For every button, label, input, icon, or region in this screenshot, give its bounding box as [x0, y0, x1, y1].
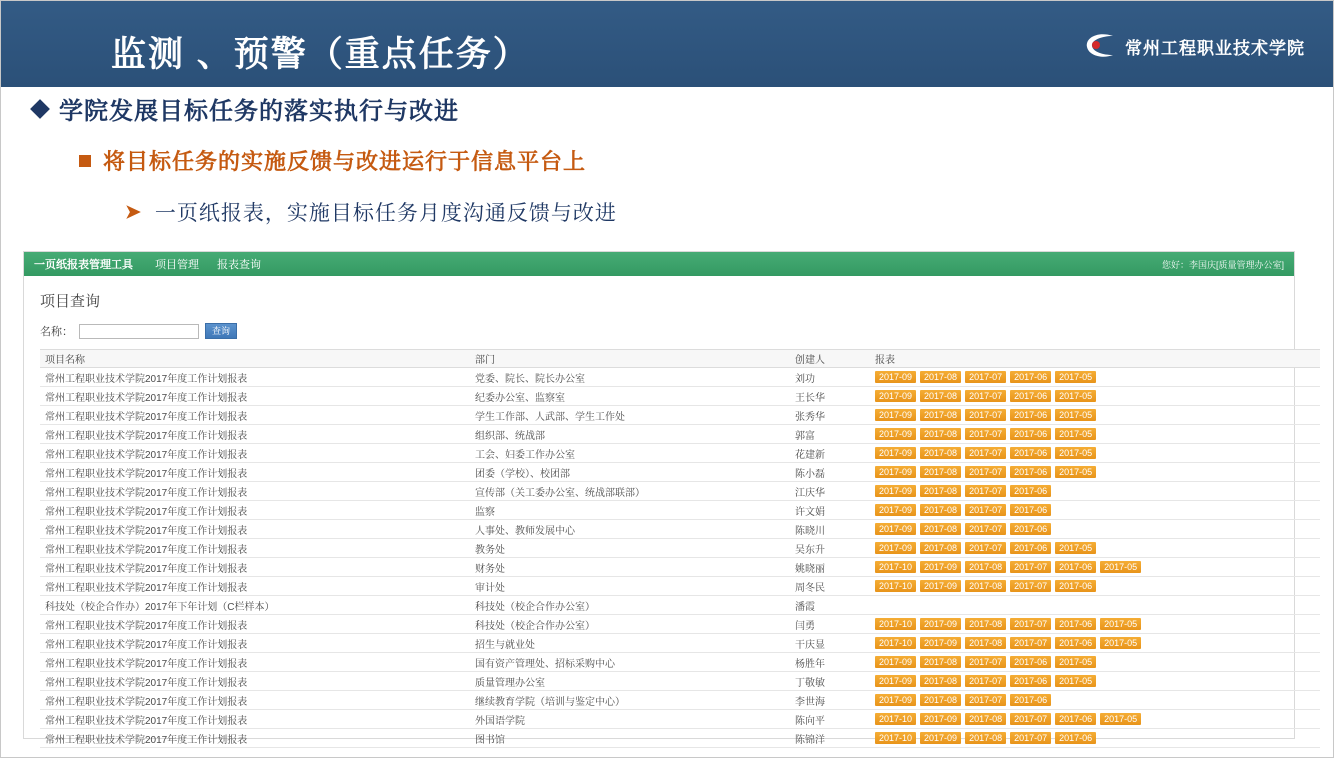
cell-project-name[interactable]: 常州工程职业技术学院2017年度工作计划报表: [40, 691, 470, 710]
report-month-tag[interactable]: 2017-06: [1010, 523, 1051, 535]
table-row[interactable]: [40, 444, 1320, 463]
cell-creator: 陈晓川: [790, 520, 870, 539]
app-body: [24, 276, 1294, 748]
cell-project-name[interactable]: 常州工程职业技术学院2017年度工作计划报表: [40, 539, 470, 558]
report-month-tag[interactable]: 2017-08: [920, 390, 961, 402]
cell-reports: [870, 539, 1320, 558]
column-header-creator: 创建人: [790, 350, 870, 368]
report-month-tag[interactable]: 2017-09: [875, 447, 916, 459]
report-month-tag[interactable]: 2017-07: [965, 504, 1006, 516]
report-month-tag[interactable]: 2017-09: [920, 580, 961, 592]
report-month-tag[interactable]: 2017-05: [1055, 675, 1096, 687]
search-button[interactable]: 查询: [205, 323, 237, 339]
report-month-tag[interactable]: 2017-10: [875, 618, 916, 630]
cell-creator: 郭富: [790, 425, 870, 444]
report-month-tag[interactable]: 2017-05: [1055, 371, 1096, 383]
report-month-tag[interactable]: 2017-07: [1010, 580, 1051, 592]
report-month-tag[interactable]: 2017-06: [1010, 504, 1051, 516]
report-month-tag[interactable]: 2017-07: [965, 428, 1006, 440]
institution-name: 常州工程职业技术学院: [1125, 38, 1305, 58]
cell-department: 图书馆: [470, 729, 790, 748]
report-month-tag[interactable]: 2017-06: [1010, 694, 1051, 706]
report-month-tag[interactable]: 2017-05: [1055, 542, 1096, 554]
column-header-reports: 报表: [870, 350, 1320, 368]
cell-project-name[interactable]: 常州工程职业技术学院2017年度工作计划报表: [40, 577, 470, 596]
report-month-tag[interactable]: 2017-06: [1010, 675, 1051, 687]
cell-project-name[interactable]: 常州工程职业技术学院2017年度工作计划报表: [40, 672, 470, 691]
cell-reports: [870, 710, 1320, 729]
report-month-tag[interactable]: 2017-07: [965, 409, 1006, 421]
report-month-tag[interactable]: 2017-07: [965, 694, 1006, 706]
cell-creator: 闫勇: [790, 615, 870, 634]
cell-reports: [870, 463, 1320, 482]
app-page-title: 项目查询: [40, 293, 101, 310]
report-month-tag[interactable]: 2017-05: [1100, 637, 1141, 649]
cell-reports: [870, 615, 1320, 634]
cell-department: 招生与就业处: [470, 634, 790, 653]
table-row[interactable]: [40, 425, 1320, 444]
cell-department: 教务处: [470, 539, 790, 558]
cell-project-name[interactable]: 常州工程职业技术学院2017年度工作计划报表: [40, 406, 470, 425]
table-row[interactable]: [40, 501, 1320, 520]
table-row[interactable]: [40, 368, 1320, 387]
report-month-tag[interactable]: 2017-09: [875, 466, 916, 478]
cell-reports: [870, 691, 1320, 710]
cell-project-name[interactable]: 常州工程职业技术学院2017年度工作计划报表: [40, 729, 470, 748]
table-row[interactable]: [40, 596, 1320, 615]
cell-reports: [870, 425, 1320, 444]
cell-reports: [870, 368, 1320, 387]
cell-creator: 陈小磊: [790, 463, 870, 482]
report-month-tag[interactable]: 2017-05: [1055, 390, 1096, 402]
cell-creator: 杨胜年: [790, 653, 870, 672]
report-month-tag[interactable]: 2017-08: [920, 523, 961, 535]
report-month-tag[interactable]: 2017-09: [875, 675, 916, 687]
report-month-tag[interactable]: 2017-07: [1010, 561, 1051, 573]
cell-project-name[interactable]: 常州工程职业技术学院2017年度工作计划报表: [40, 482, 470, 501]
cell-project-name[interactable]: 常州工程职业技术学院2017年度工作计划报表: [40, 558, 470, 577]
report-month-tag[interactable]: 2017-07: [965, 523, 1006, 535]
report-month-tag[interactable]: 2017-08: [965, 561, 1006, 573]
cell-project-name[interactable]: 常州工程职业技术学院2017年度工作计划报表: [40, 368, 470, 387]
report-month-tag[interactable]: 2017-08: [920, 656, 961, 668]
table-row[interactable]: [40, 463, 1320, 482]
table-row[interactable]: [40, 672, 1320, 691]
report-month-tag[interactable]: 2017-06: [1010, 447, 1051, 459]
report-month-tag[interactable]: 2017-06: [1055, 618, 1096, 630]
report-month-tag[interactable]: 2017-08: [965, 637, 1006, 649]
report-month-tag[interactable]: 2017-09: [875, 504, 916, 516]
nav-item-project-management[interactable]: 项目管理: [155, 259, 199, 271]
table-row[interactable]: [40, 710, 1320, 729]
swoosh-logo-icon: [1083, 31, 1117, 61]
report-month-tag[interactable]: 2017-08: [965, 580, 1006, 592]
cell-reports: [870, 672, 1320, 691]
cell-project-name[interactable]: 常州工程职业技术学院2017年度工作计划报表: [40, 615, 470, 634]
report-month-tag[interactable]: 2017-05: [1100, 713, 1141, 725]
cell-project-name[interactable]: 常州工程职业技术学院2017年度工作计划报表: [40, 653, 470, 672]
report-month-tag[interactable]: 2017-06: [1055, 580, 1096, 592]
cell-department: 国有资产管理处、招标采购中心: [470, 653, 790, 672]
cell-reports: [870, 558, 1320, 577]
report-month-tag[interactable]: 2017-07: [965, 675, 1006, 687]
cell-creator: 李世海: [790, 691, 870, 710]
cell-department: 党委、院长、院长办公室: [470, 368, 790, 387]
slide-header: [1, 1, 1333, 87]
cell-project-name[interactable]: 常州工程职业技术学院2017年度工作计划报表: [40, 634, 470, 653]
cell-reports: [870, 520, 1320, 539]
cell-creator: 丁敬敏: [790, 672, 870, 691]
cell-creator: 潘霞: [790, 596, 870, 615]
report-month-tag[interactable]: 2017-09: [920, 713, 961, 725]
report-month-tag[interactable]: 2017-08: [920, 428, 961, 440]
table-row[interactable]: [40, 691, 1320, 710]
report-month-tag[interactable]: 2017-10: [875, 580, 916, 592]
cell-creator: 王长华: [790, 387, 870, 406]
app-brand: 一页纸报表管理工具: [34, 259, 133, 271]
report-month-tag[interactable]: 2017-06: [1010, 371, 1051, 383]
report-month-tag[interactable]: 2017-07: [965, 542, 1006, 554]
report-month-tag[interactable]: 2017-08: [920, 504, 961, 516]
table-row[interactable]: [40, 406, 1320, 425]
cell-creator: 江庆华: [790, 482, 870, 501]
table-row[interactable]: [40, 729, 1320, 748]
cell-project-name[interactable]: 常州工程职业技术学院2017年度工作计划报表: [40, 387, 470, 406]
report-month-tag[interactable]: 2017-07: [1010, 618, 1051, 630]
report-month-tag[interactable]: 2017-07: [965, 371, 1006, 383]
report-month-tag[interactable]: 2017-07: [965, 447, 1006, 459]
report-month-tag[interactable]: 2017-06: [1010, 485, 1051, 497]
table-row[interactable]: [40, 634, 1320, 653]
cell-creator: 花建新: [790, 444, 870, 463]
report-month-tag[interactable]: 2017-07: [1010, 713, 1051, 725]
table-row[interactable]: [40, 387, 1320, 406]
report-month-tag[interactable]: 2017-09: [920, 637, 961, 649]
table-row[interactable]: [40, 653, 1320, 672]
report-month-tag[interactable]: 2017-05: [1055, 409, 1096, 421]
cell-creator: 周冬民: [790, 577, 870, 596]
cell-creator: 陈向平: [790, 710, 870, 729]
report-month-tag[interactable]: 2017-09: [875, 694, 916, 706]
page-title: 监测 、预警（重点任务）: [111, 35, 530, 74]
column-header-name: 项目名称: [40, 350, 470, 368]
cell-reports: [870, 444, 1320, 463]
cell-reports: [870, 653, 1320, 672]
cell-department: 工会、妇委工作办公室: [470, 444, 790, 463]
report-month-tag[interactable]: 2017-06: [1055, 561, 1096, 573]
report-month-tag[interactable]: 2017-09: [920, 561, 961, 573]
cell-creator: 吴东升: [790, 539, 870, 558]
report-month-tag[interactable]: 2017-09: [875, 485, 916, 497]
cell-project-name[interactable]: 科技处（校企合作办）2017年下年计划（C栏样本）: [40, 596, 470, 615]
report-month-tag[interactable]: 2017-10: [875, 713, 916, 725]
report-month-tag[interactable]: 2017-08: [920, 675, 961, 687]
embedded-app-screenshot: [23, 251, 1295, 746]
bullet-level-1-label: 学院发展目标任务的落实执行与改进: [59, 98, 459, 125]
cell-department: 学生工作部、人武部、学生工作处: [470, 406, 790, 425]
bullet-level-2-label: 将目标任务的实施反馈与改进运行于信息平台上: [103, 149, 587, 174]
cell-reports: [870, 387, 1320, 406]
cell-creator: 刘功: [790, 368, 870, 387]
report-month-tag[interactable]: 2017-06: [1010, 656, 1051, 668]
search-bar: [40, 323, 1278, 339]
bullet-level-1: [33, 91, 459, 126]
cell-reports: [870, 634, 1320, 653]
report-month-tag[interactable]: 2017-09: [875, 428, 916, 440]
bullet-level-3: [125, 197, 617, 227]
report-month-tag[interactable]: 2017-08: [920, 694, 961, 706]
table-row[interactable]: [40, 558, 1320, 577]
report-month-tag[interactable]: 2017-08: [965, 713, 1006, 725]
report-month-tag[interactable]: 2017-08: [920, 466, 961, 478]
bullet-level-2: [79, 145, 586, 176]
table-header-row: [40, 350, 1320, 368]
report-month-tag[interactable]: 2017-06: [1055, 713, 1096, 725]
report-month-tag[interactable]: 2017-10: [875, 637, 916, 649]
report-month-tag[interactable]: 2017-08: [965, 732, 1006, 744]
report-month-tag[interactable]: 2017-08: [920, 542, 961, 554]
cell-reports: [870, 729, 1320, 748]
report-month-tag[interactable]: 2017-08: [920, 485, 961, 497]
table-row[interactable]: [40, 520, 1320, 539]
report-month-tag[interactable]: 2017-06: [1010, 428, 1051, 440]
report-month-tag[interactable]: 2017-09: [875, 542, 916, 554]
cell-department: 人事处、教师发展中心: [470, 520, 790, 539]
diamond-icon: [30, 99, 50, 119]
cell-department: 财务处: [470, 558, 790, 577]
cell-department: 质量管理办公室: [470, 672, 790, 691]
table-body: [40, 368, 1320, 748]
table-row[interactable]: [40, 615, 1320, 634]
cell-project-name[interactable]: 常州工程职业技术学院2017年度工作计划报表: [40, 710, 470, 729]
report-month-tag[interactable]: 2017-06: [1010, 542, 1051, 554]
bullet-level-3-label: 一页纸报表，实施目标任务月度沟通反馈与改进: [154, 202, 617, 225]
report-month-tag[interactable]: 2017-05: [1055, 428, 1096, 440]
cell-project-name[interactable]: 常州工程职业技术学院2017年度工作计划报表: [40, 520, 470, 539]
cell-department: 组织部、统战部: [470, 425, 790, 444]
report-month-tag[interactable]: 2017-08: [965, 618, 1006, 630]
table-row[interactable]: [40, 539, 1320, 558]
cell-project-name[interactable]: 常州工程职业技术学院2017年度工作计划报表: [40, 425, 470, 444]
report-month-tag[interactable]: 2017-06: [1010, 409, 1051, 421]
column-header-department: 部门: [470, 350, 790, 368]
cell-reports: [870, 596, 1320, 615]
institution-logo: [1083, 31, 1305, 61]
report-month-tag[interactable]: 2017-07: [965, 485, 1006, 497]
cell-reports: [870, 406, 1320, 425]
cell-creator: 许文娟: [790, 501, 870, 520]
report-month-tag[interactable]: 2017-09: [875, 656, 916, 668]
cell-project-name[interactable]: 常州工程职业技术学院2017年度工作计划报表: [40, 444, 470, 463]
report-month-tag[interactable]: 2017-06: [1010, 466, 1051, 478]
cell-department: 监察: [470, 501, 790, 520]
report-month-tag[interactable]: 2017-05: [1055, 656, 1096, 668]
report-month-tag[interactable]: 2017-10: [875, 561, 916, 573]
arrow-right-icon: ➤: [125, 201, 141, 223]
app-navbar: [24, 252, 1294, 276]
report-month-tag[interactable]: 2017-07: [1010, 637, 1051, 649]
cell-department: 纪委办公室、监察室: [470, 387, 790, 406]
report-month-tag[interactable]: 2017-08: [920, 371, 961, 383]
nav-item-report-query[interactable]: 报表查询: [217, 259, 261, 271]
cell-reports: [870, 501, 1320, 520]
report-month-tag[interactable]: 2017-08: [920, 447, 961, 459]
search-label: 名称：: [40, 326, 73, 338]
report-month-tag[interactable]: 2017-09: [875, 409, 916, 421]
report-month-tag[interactable]: 2017-05: [1100, 618, 1141, 630]
report-month-tag[interactable]: 2017-07: [965, 656, 1006, 668]
report-month-tag[interactable]: 2017-09: [875, 371, 916, 383]
report-month-tag[interactable]: 2017-09: [875, 390, 916, 402]
cell-department: 科技处（校企合作办公室）: [470, 615, 790, 634]
cell-project-name[interactable]: 常州工程职业技术学院2017年度工作计划报表: [40, 463, 470, 482]
cell-department: 科技处（校企合作办公室）: [470, 596, 790, 615]
report-month-tag[interactable]: 2017-07: [965, 390, 1006, 402]
report-month-tag[interactable]: 2017-07: [1010, 732, 1051, 744]
user-greeting: 您好：李国庆[质量管理办公室]: [1161, 259, 1284, 270]
report-month-tag[interactable]: 2017-10: [875, 732, 916, 744]
report-month-tag[interactable]: 2017-09: [875, 523, 916, 535]
cell-creator: 张秀华: [790, 406, 870, 425]
report-month-tag[interactable]: 2017-05: [1055, 466, 1096, 478]
table-row[interactable]: [40, 577, 1320, 596]
cell-reports: [870, 482, 1320, 501]
cell-department: 宣传部（关工委办公室、统战部联部）: [470, 482, 790, 501]
cell-department: 团委（学校）、校团部: [470, 463, 790, 482]
cell-creator: 陈锦洋: [790, 729, 870, 748]
search-input[interactable]: [79, 324, 199, 339]
report-month-tag[interactable]: 2017-07: [965, 466, 1006, 478]
report-month-tag[interactable]: 2017-08: [920, 409, 961, 421]
report-month-tag[interactable]: 2017-09: [920, 618, 961, 630]
report-month-tag[interactable]: 2017-06: [1055, 637, 1096, 649]
report-month-tag[interactable]: 2017-09: [920, 732, 961, 744]
cell-department: 继续教育学院（培训与鉴定中心）: [470, 691, 790, 710]
square-icon: [79, 155, 91, 167]
cell-department: 审计处: [470, 577, 790, 596]
table-row[interactable]: [40, 482, 1320, 501]
cell-creator: 干庆显: [790, 634, 870, 653]
cell-reports: [870, 577, 1320, 596]
report-month-tag[interactable]: 2017-06: [1055, 732, 1096, 744]
cell-project-name[interactable]: 常州工程职业技术学院2017年度工作计划报表: [40, 501, 470, 520]
project-table: [40, 349, 1320, 748]
cell-department: 外国语学院: [470, 710, 790, 729]
report-month-tag[interactable]: 2017-05: [1055, 447, 1096, 459]
report-month-tag[interactable]: 2017-05: [1100, 561, 1141, 573]
report-month-tag[interactable]: 2017-06: [1010, 390, 1051, 402]
cell-creator: 姚晓丽: [790, 558, 870, 577]
